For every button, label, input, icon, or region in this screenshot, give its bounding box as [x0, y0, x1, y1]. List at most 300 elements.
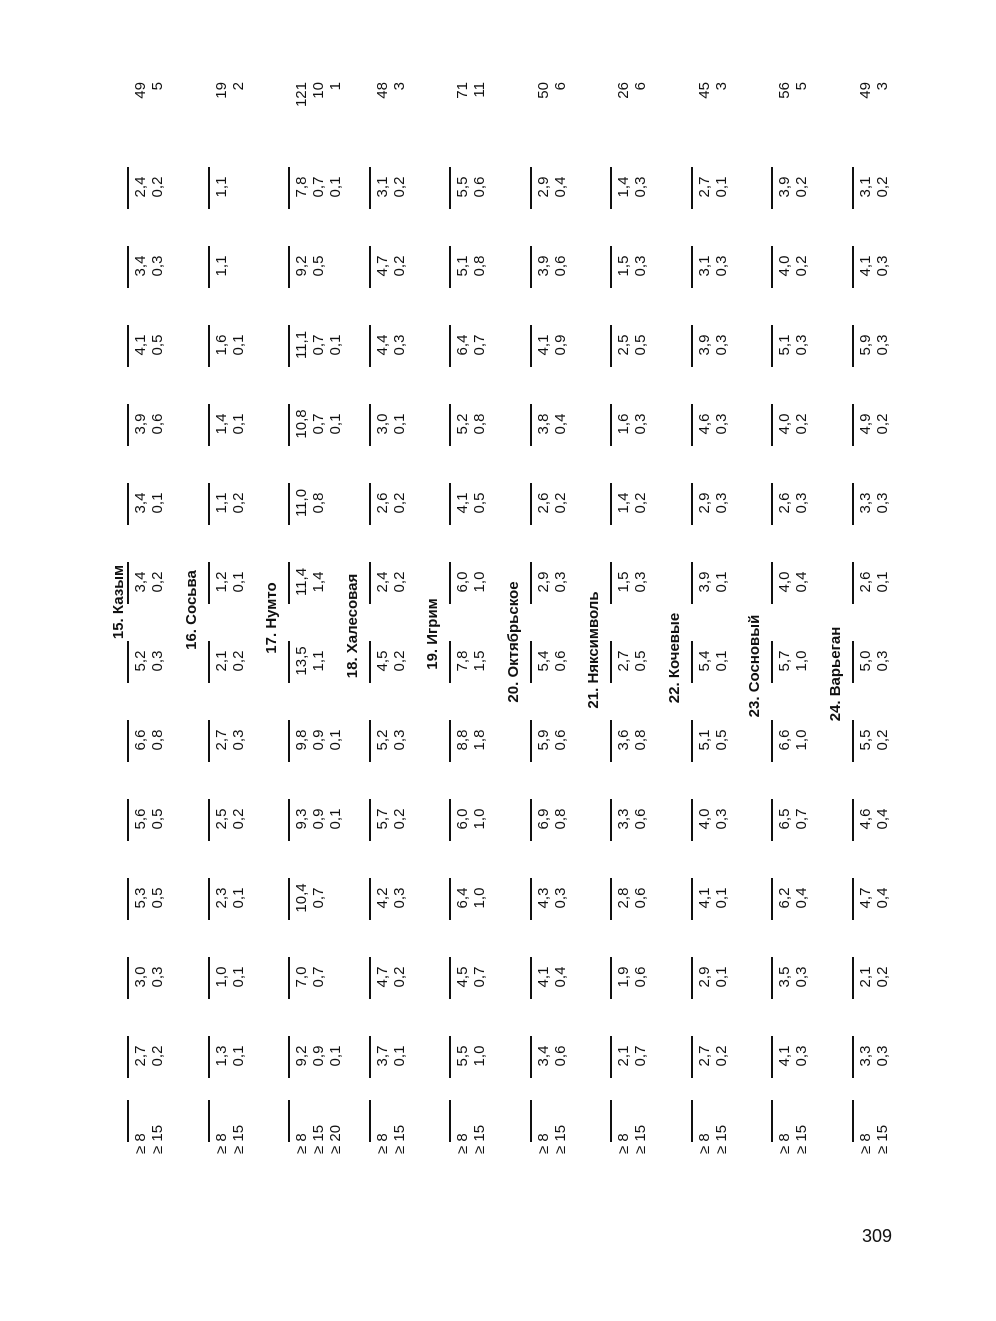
cell-rule [852, 799, 854, 841]
month-value: 0,1 [712, 176, 730, 198]
cell-rule [369, 1100, 371, 1142]
month-value: 1,0 [471, 808, 488, 830]
month-value: 0,3 [793, 492, 810, 514]
month-value: 0,3 [793, 966, 810, 988]
year-total: 6 [632, 82, 649, 91]
cell-rule [691, 246, 693, 288]
month-value: 2,7 [695, 1045, 713, 1067]
cell-rule [610, 641, 612, 683]
month-value: 4,1 [534, 966, 552, 988]
month-value: 2,6 [856, 571, 874, 593]
cell-rule [208, 562, 210, 604]
month-value: 2,4 [132, 176, 149, 198]
cell-rule [852, 641, 854, 683]
month-value: 0,2 [873, 413, 891, 435]
cell-rule [449, 325, 451, 367]
threshold-label: ≥ 15 [551, 1124, 569, 1154]
cell-rule [610, 562, 612, 604]
cell-rule [691, 1100, 693, 1142]
station-section [263, 62, 353, 1162]
month-value: 3,3 [856, 1045, 874, 1067]
month-value: 0,8 [471, 255, 488, 277]
month-value: 1,5 [471, 650, 488, 672]
threshold-label: ≥ 8 [534, 1133, 552, 1154]
cell-rule [208, 325, 210, 367]
month-value: 0,2 [390, 966, 408, 988]
month-value: 13,5 [293, 646, 310, 676]
cell-rule [771, 720, 773, 762]
cell-rule [530, 720, 532, 762]
month-value: 0,1 [229, 966, 247, 988]
month-value: 3,9 [695, 571, 713, 593]
cell-rule [852, 1100, 854, 1142]
month-value: 2,5 [212, 808, 230, 830]
month-value: 0,2 [712, 1045, 730, 1067]
station-section [665, 62, 756, 1162]
month-value: 3,8 [534, 413, 552, 435]
month-value: 4,0 [776, 571, 793, 593]
cell-rule [691, 404, 693, 446]
cell-rule [852, 562, 854, 604]
cell-rule [610, 720, 612, 762]
month-value: 0,4 [551, 413, 569, 435]
cell-rule [288, 799, 290, 841]
cell-rule [771, 641, 773, 683]
month-value: 2,9 [534, 571, 552, 593]
cell-rule [691, 483, 693, 525]
month-value: 1,6 [212, 334, 230, 356]
table-row [391, 62, 408, 1162]
month-value: 0,2 [149, 571, 166, 593]
cell-rule [127, 641, 129, 683]
month-value: 6,2 [776, 887, 793, 909]
year-total: 49 [132, 82, 149, 99]
month-value: 0,4 [873, 887, 891, 909]
month-value: 2,7 [695, 176, 713, 198]
month-value: 1,8 [471, 729, 488, 751]
month-value: 4,0 [776, 413, 793, 435]
cell-rule [530, 483, 532, 525]
cell-rule [771, 878, 773, 920]
month-value: 0,6 [632, 887, 649, 909]
cell-rule [208, 404, 210, 446]
station-section [182, 62, 273, 1162]
threshold-label: ≥ 8 [695, 1133, 713, 1154]
month-value: 3,9 [132, 413, 149, 435]
cell-rule [530, 167, 532, 209]
cell-rule [449, 1100, 451, 1142]
threshold-label: ≥ 15 [712, 1124, 730, 1154]
cell-rule [208, 957, 210, 999]
month-value: 4,0 [776, 255, 793, 277]
month-value: 0,5 [712, 729, 730, 751]
month-value: 0,2 [793, 413, 810, 435]
month-value: 5,0 [856, 650, 874, 672]
month-value: 2,7 [615, 650, 632, 672]
cell-rule [449, 1036, 451, 1078]
month-value: 0,1 [327, 334, 344, 356]
table-row [632, 62, 649, 1162]
month-value: 1,9 [615, 966, 632, 988]
threshold-label: ≥ 8 [132, 1133, 149, 1154]
month-value: 0,7 [793, 808, 810, 830]
cell-rule [369, 246, 371, 288]
cell-rule [691, 562, 693, 604]
month-value: 0,6 [471, 176, 488, 198]
month-value: 0,6 [551, 255, 569, 277]
cell-rule [691, 1036, 693, 1078]
month-value: 3,0 [373, 413, 391, 435]
cell-rule [610, 325, 612, 367]
month-value: 0,3 [873, 650, 891, 672]
table-row [552, 62, 569, 1162]
table-row [793, 62, 810, 1162]
month-value: 0,5 [632, 334, 649, 356]
month-value: 4,1 [695, 887, 713, 909]
month-value: 0,8 [149, 729, 166, 751]
month-value: 3,1 [695, 255, 713, 277]
month-value: 0,2 [149, 176, 166, 198]
month-value: 2,9 [695, 492, 713, 514]
table-row [310, 62, 327, 1162]
cell-rule [771, 957, 773, 999]
month-value: 5,1 [776, 334, 793, 356]
month-value: 0,1 [390, 1045, 408, 1067]
threshold-label: ≥ 8 [293, 1133, 310, 1154]
station-section [826, 62, 917, 1162]
month-value: 0,3 [873, 334, 891, 356]
month-value: 0,3 [712, 808, 730, 830]
month-value: 2,7 [212, 729, 230, 751]
month-value: 0,6 [632, 966, 649, 988]
station-title: 22. Кочевые [665, 612, 683, 704]
month-value: 1,3 [212, 1045, 230, 1067]
month-value: 3,7 [373, 1045, 391, 1067]
month-value: 5,2 [132, 650, 149, 672]
station-title: 24. Варьеган [826, 626, 844, 722]
month-value: 0,3 [632, 413, 649, 435]
month-value: 11,1 [293, 330, 310, 360]
month-value: 0,3 [632, 571, 649, 593]
month-value: 1,4 [615, 492, 632, 514]
month-value: 4,5 [373, 650, 391, 672]
cell-rule [852, 325, 854, 367]
month-value: 0,1 [229, 571, 247, 593]
table-row [374, 62, 391, 1162]
table-row [230, 62, 247, 1162]
cell-rule [127, 404, 129, 446]
month-value: 5,9 [856, 334, 874, 356]
month-value: 4,7 [373, 255, 391, 277]
month-value: 6,4 [454, 887, 471, 909]
year-total: 49 [856, 82, 874, 99]
year-total: 56 [776, 82, 793, 99]
month-value: 2,4 [373, 571, 391, 593]
month-value: 0,3 [873, 1045, 891, 1067]
station-title: 16. Сосьва [182, 570, 200, 650]
table-row [535, 62, 552, 1162]
cell-rule [369, 404, 371, 446]
month-value: 5,6 [132, 808, 149, 830]
month-value: 0,2 [149, 1045, 166, 1067]
month-value: 0,9 [551, 334, 569, 356]
station-section [746, 62, 836, 1162]
year-total: 5 [149, 82, 166, 91]
month-value: 0,3 [632, 255, 649, 277]
month-value: 5,3 [132, 887, 149, 909]
cell-rule [691, 878, 693, 920]
month-value: 0,7 [310, 334, 327, 356]
month-value: 0,7 [310, 176, 327, 198]
month-value: 0,5 [149, 887, 166, 909]
month-value: 0,1 [327, 413, 344, 435]
cell-rule [127, 325, 129, 367]
cell-rule [369, 167, 371, 209]
month-value: 4,7 [856, 887, 874, 909]
station-section [585, 62, 675, 1162]
year-total: 10 [310, 82, 327, 99]
cell-rule [771, 1100, 773, 1142]
month-value: 0,1 [712, 650, 730, 672]
station-section [504, 62, 595, 1162]
month-value: 0,1 [229, 413, 247, 435]
month-value: 0,3 [390, 887, 408, 909]
month-value: 3,4 [132, 492, 149, 514]
threshold-label: ≥ 8 [776, 1133, 793, 1154]
month-value: 0,1 [149, 492, 166, 514]
month-value: 4,7 [373, 966, 391, 988]
month-value: 0,2 [390, 255, 408, 277]
cell-rule [610, 167, 612, 209]
cell-rule [610, 957, 612, 999]
month-value: 0,2 [793, 176, 810, 198]
cell-rule [852, 483, 854, 525]
month-value: 0,3 [632, 176, 649, 198]
station-section [424, 62, 514, 1162]
table-row [149, 62, 166, 1162]
cell-rule [288, 1100, 290, 1142]
threshold-label: ≥ 15 [149, 1124, 166, 1154]
cell-rule [369, 641, 371, 683]
threshold-label: ≥ 15 [390, 1124, 408, 1154]
cell-rule [369, 562, 371, 604]
year-total: 6 [551, 82, 569, 91]
month-value: 4,1 [856, 255, 874, 277]
cell-rule [127, 562, 129, 604]
cell-rule [288, 246, 290, 288]
month-value: 0,4 [551, 176, 569, 198]
cell-rule [530, 641, 532, 683]
cell-rule [288, 167, 290, 209]
cell-rule [127, 1100, 129, 1142]
month-value: 0,3 [793, 334, 810, 356]
cell-rule [208, 1100, 210, 1142]
month-value: 4,9 [856, 413, 874, 435]
month-value: 0,4 [793, 887, 810, 909]
month-value: 2,7 [132, 1045, 149, 1067]
month-value: 5,5 [454, 1045, 471, 1067]
month-value: 0,2 [873, 176, 891, 198]
month-value: 0,7 [310, 887, 327, 909]
cell-rule [771, 799, 773, 841]
month-value: 1,0 [793, 650, 810, 672]
month-value: 1,1 [310, 650, 327, 672]
station-title: 15. Казым [110, 564, 127, 640]
month-value: 0,3 [873, 255, 891, 277]
cell-rule [369, 720, 371, 762]
table-row [132, 62, 149, 1162]
month-value: 11,4 [293, 567, 310, 597]
month-value: 2,9 [534, 176, 552, 198]
table-row [857, 62, 874, 1162]
month-value: 0,9 [310, 729, 327, 751]
month-value: 0,8 [471, 413, 488, 435]
month-value: 5,5 [454, 176, 471, 198]
month-value: 0,3 [229, 729, 247, 751]
year-total: 3 [712, 82, 730, 91]
month-value: 0,5 [149, 334, 166, 356]
month-value: 6,6 [132, 729, 149, 751]
month-value: 0,1 [712, 571, 730, 593]
cell-rule [208, 641, 210, 683]
month-value: 1,4 [310, 571, 327, 593]
month-value: 6,0 [454, 808, 471, 830]
month-value: 5,1 [454, 255, 471, 277]
month-value: 0,6 [632, 808, 649, 830]
cell-rule [369, 957, 371, 999]
cell-rule [449, 167, 451, 209]
month-value: 4,1 [776, 1045, 793, 1067]
cell-rule [449, 720, 451, 762]
month-value: 0,7 [471, 334, 488, 356]
month-value: 3,0 [132, 966, 149, 988]
cell-rule [449, 483, 451, 525]
cell-rule [449, 957, 451, 999]
month-value: 0,6 [149, 413, 166, 435]
month-value: 0,9 [310, 1045, 327, 1067]
month-value: 0,1 [229, 334, 247, 356]
month-value: 0,2 [551, 492, 569, 514]
month-value: 0,3 [390, 334, 408, 356]
table-row [327, 62, 344, 1162]
year-total: 2 [229, 82, 247, 91]
year-total: 48 [373, 82, 391, 99]
month-value: 4,1 [132, 334, 149, 356]
month-value: 5,5 [856, 729, 874, 751]
cell-rule [771, 246, 773, 288]
cell-rule [771, 325, 773, 367]
cell-rule [530, 404, 532, 446]
month-value: 6,6 [776, 729, 793, 751]
month-value: 0,1 [229, 887, 247, 909]
month-value: 1,0 [471, 1045, 488, 1067]
month-value: 8,8 [454, 729, 471, 751]
year-total: 11 [471, 82, 488, 98]
month-value: 0,8 [632, 729, 649, 751]
month-value: 2,9 [695, 966, 713, 988]
cell-rule [369, 1036, 371, 1078]
cell-rule [127, 799, 129, 841]
cell-rule [127, 167, 129, 209]
month-value: 1,4 [615, 176, 632, 198]
month-value: 1,6 [615, 413, 632, 435]
threshold-label: ≥ 15 [793, 1124, 810, 1154]
month-value: 6,9 [534, 808, 552, 830]
station-section [112, 62, 192, 1162]
month-value: 0,5 [471, 492, 488, 514]
month-value: 0,2 [632, 492, 649, 514]
cell-rule [610, 483, 612, 525]
month-value: 0,5 [149, 808, 166, 830]
cell-rule [127, 483, 129, 525]
month-value: 9,8 [293, 729, 310, 751]
month-value: 0,2 [390, 571, 408, 593]
month-value: 0,2 [390, 492, 408, 514]
table-row [471, 62, 488, 1162]
month-value: 0,3 [390, 729, 408, 751]
threshold-label: ≥ 15 [632, 1124, 649, 1154]
month-value: 5,2 [373, 729, 391, 751]
cell-rule [369, 483, 371, 525]
cell-rule [852, 957, 854, 999]
month-value: 0,7 [632, 1045, 649, 1067]
cell-rule [691, 799, 693, 841]
month-value: 5,4 [534, 650, 552, 672]
cell-rule [691, 957, 693, 999]
month-value: 1,5 [615, 571, 632, 593]
month-value: 0,3 [551, 887, 569, 909]
page-number: 309 [862, 1226, 893, 1246]
year-total: 3 [390, 82, 408, 91]
cell-rule [288, 1036, 290, 1078]
cell-rule [127, 1036, 129, 1078]
month-value: 0,2 [793, 255, 810, 277]
cell-rule [288, 483, 290, 525]
station-title: 21. Няксимволь [585, 591, 602, 709]
month-value: 2,1 [212, 650, 230, 672]
year-total: 1 [327, 82, 344, 91]
cell-rule [852, 167, 854, 209]
month-value: 3,4 [534, 1045, 552, 1067]
month-value: 6,4 [454, 334, 471, 356]
month-value: 9,2 [293, 1045, 310, 1067]
month-value: 3,9 [695, 334, 713, 356]
cell-rule [127, 720, 129, 762]
month-value: 0,2 [873, 729, 891, 751]
month-value: 5,7 [373, 808, 391, 830]
cell-rule [449, 246, 451, 288]
month-value: 0,1 [327, 808, 344, 830]
month-value: 4,6 [856, 808, 874, 830]
month-value: 0,6 [551, 650, 569, 672]
month-value: 9,2 [293, 255, 310, 277]
station-title: 20. Октябрьское [504, 581, 522, 703]
month-value: 0,3 [149, 966, 166, 988]
cell-rule [288, 720, 290, 762]
month-value: 1,0 [471, 887, 488, 909]
cell-rule [852, 878, 854, 920]
threshold-label: ≥ 8 [856, 1133, 874, 1154]
month-value: 1,1 [212, 492, 230, 514]
month-value: 3,3 [615, 808, 632, 830]
month-value: 0,6 [551, 729, 569, 751]
month-value: 5,2 [454, 413, 471, 435]
cell-rule [530, 957, 532, 999]
cell-rule [691, 325, 693, 367]
month-value: 0,1 [712, 887, 730, 909]
month-value: 1,5 [615, 255, 632, 277]
cell-rule [449, 404, 451, 446]
